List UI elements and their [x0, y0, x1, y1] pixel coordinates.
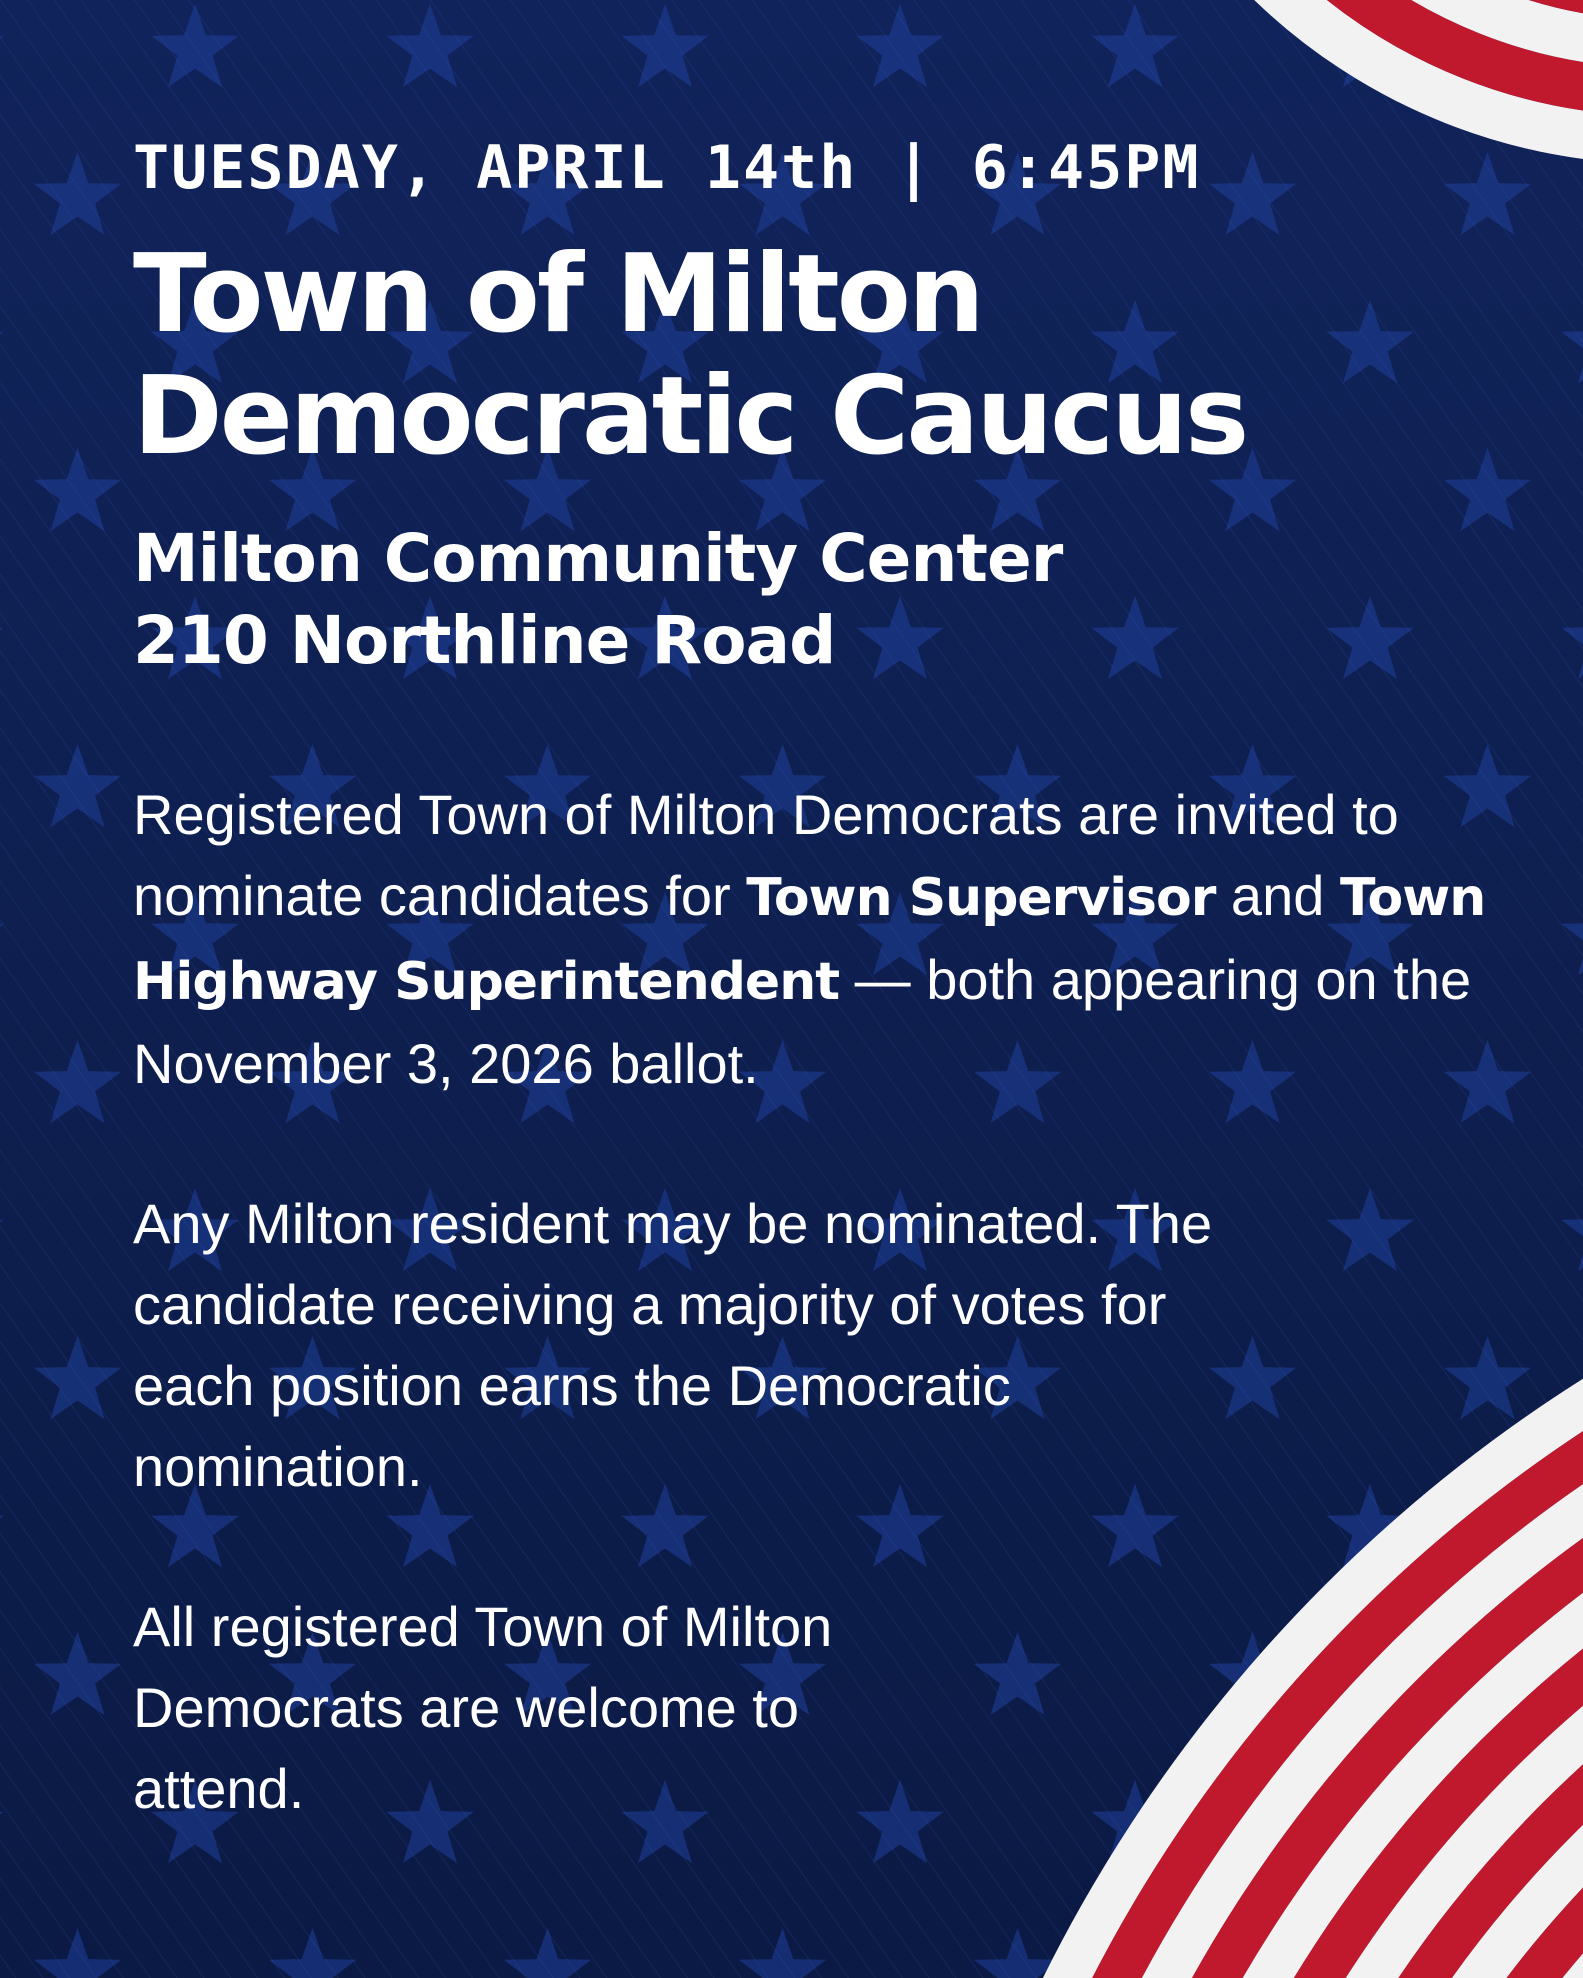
venue-address: 210 Northline Road — [133, 602, 836, 679]
event-datetime: TUESDAY, APRIL 14th | 6:45PM — [133, 133, 1201, 203]
intro-text-end: — both appearing on the November 3, 2026 ballot. — [133, 948, 1472, 1095]
event-title-line-2: Democratic Caucus — [133, 354, 1247, 479]
intro-text-and: and — [1215, 864, 1340, 927]
flyer-content — [133, 128, 1553, 1829]
intro-text-start: Registered Town of Milton Democrats are invited to nominate candidates for — [133, 783, 1399, 927]
event-title — [133, 234, 1553, 478]
venue-name: Milton Community Center — [133, 520, 1063, 597]
event-venue — [133, 518, 1553, 682]
intro-paragraph — [133, 774, 1533, 1104]
position-town-supervisor: Town Supervisor — [746, 868, 1216, 928]
attendance-paragraph: All registered Town of Milton Democrats are welcome to attend. — [133, 1595, 833, 1820]
event-title-line-1: Town of Milton — [133, 232, 982, 357]
nomination-rule-paragraph: Any Milton resident may be nominated. The candidate receiving a majority of votes for each position earns the Democratic nomination. — [133, 1192, 1213, 1498]
position-highway-superintendent: Town Highway Superintendent — [133, 868, 1486, 1012]
